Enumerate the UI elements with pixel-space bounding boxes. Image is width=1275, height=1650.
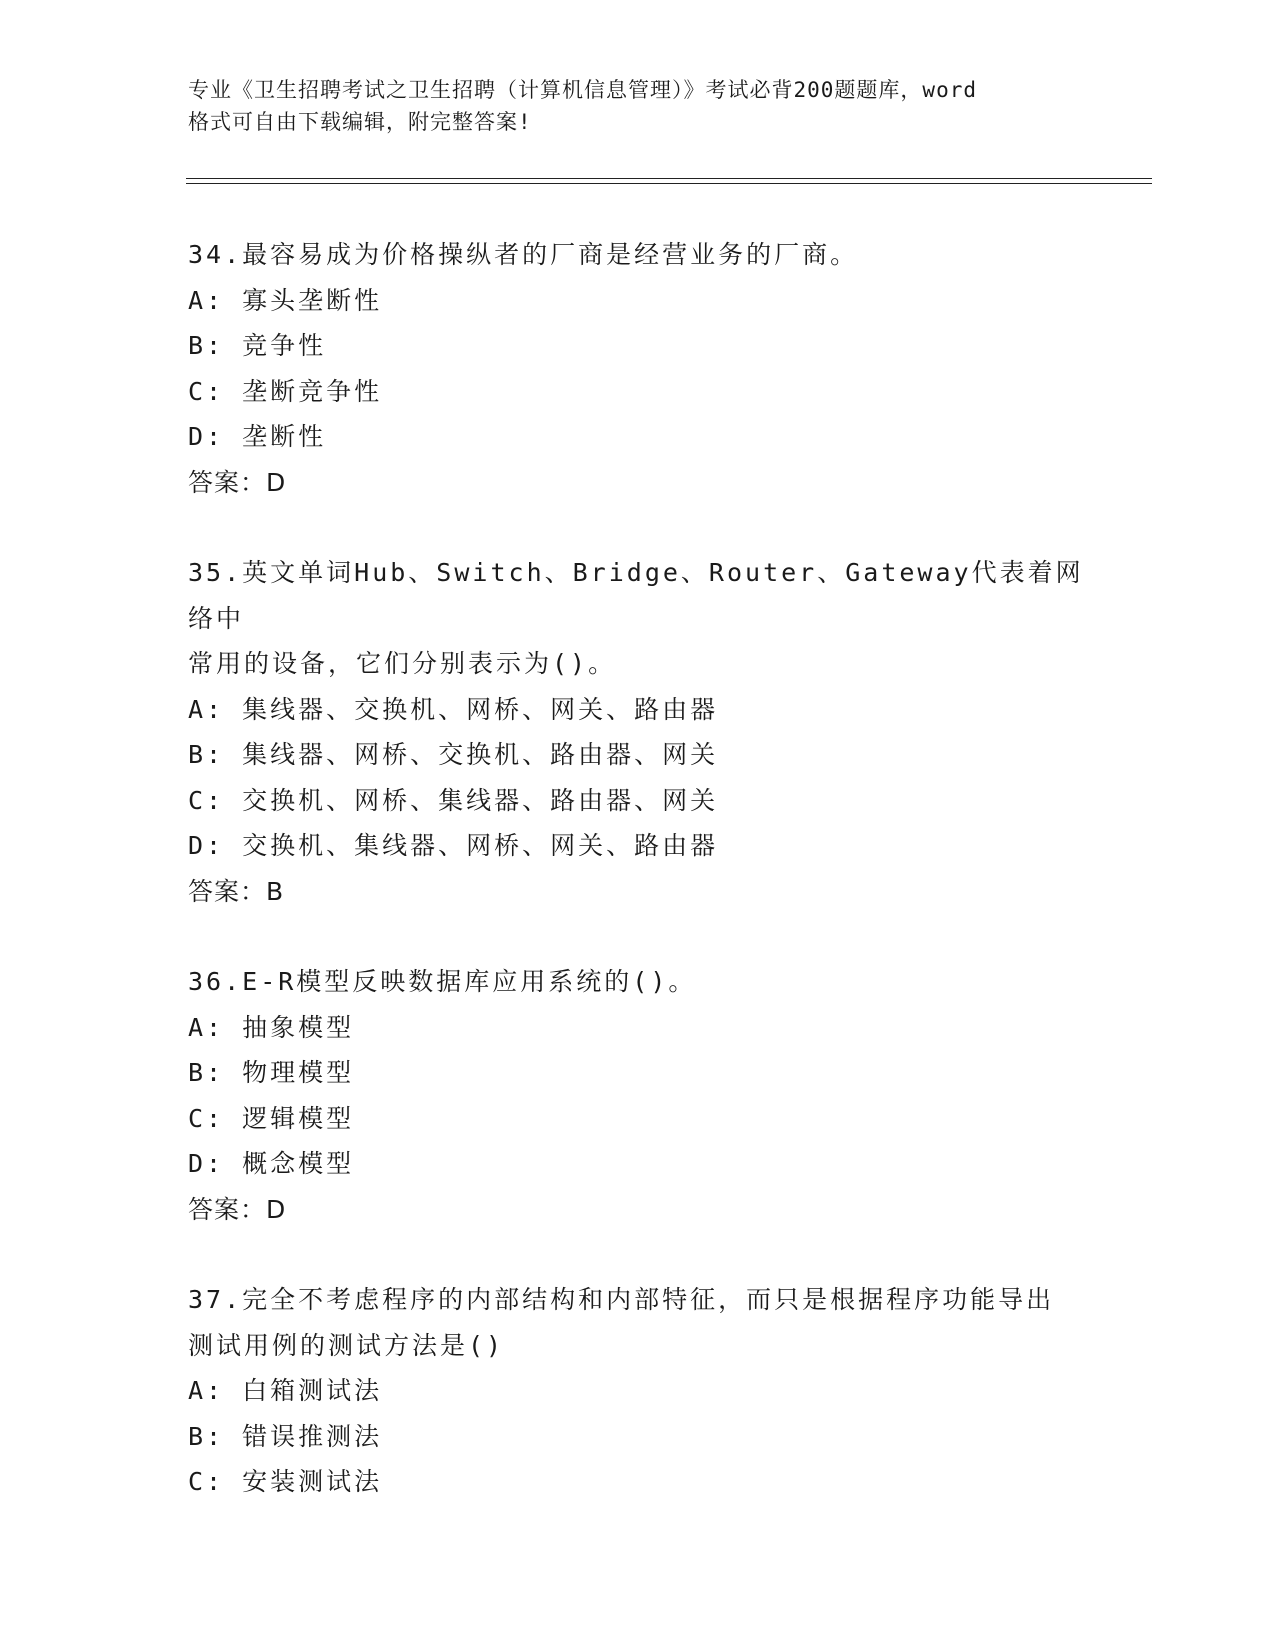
document-header bbox=[188, 74, 1088, 138]
question-stem: 37.完全不考虑程序的内部结构和内部特征，而只是根据程序功能导出 bbox=[188, 1285, 1055, 1314]
question-stem: 36.E-R模型反映数据库应用系统的()。 bbox=[188, 967, 697, 996]
option-c: C: 垄断竞争性 bbox=[188, 376, 383, 406]
option-d: D: 垄断性 bbox=[188, 422, 327, 451]
answer-line: 答案：D bbox=[188, 1194, 287, 1224]
option-d: D: 概念模型 bbox=[188, 1149, 355, 1178]
option-c: C: 安装测试法 bbox=[188, 1467, 383, 1496]
option-a: A: 寡头垄断性 bbox=[188, 285, 383, 315]
question-stem: 35.英文单词Hub、Switch、Bridge、Router、Gateway代表着网络中 bbox=[188, 558, 1084, 633]
option-a: A: 白箱测试法 bbox=[188, 1376, 383, 1405]
option-c: C: 交换机、网桥、集线器、路由器、网关 bbox=[188, 785, 719, 815]
question-stem-continued: 常用的设备，它们分别表示为()。 bbox=[188, 649, 617, 678]
answer-line: 答案：D bbox=[188, 467, 287, 497]
header-divider-bottom bbox=[186, 183, 1152, 184]
option-a: A: 抽象模型 bbox=[188, 1012, 355, 1042]
answer-line: 答案：B bbox=[188, 876, 285, 906]
header-divider-top bbox=[186, 178, 1152, 179]
question-34 bbox=[188, 232, 1088, 505]
question-37 bbox=[188, 1277, 1088, 1505]
question-35 bbox=[188, 550, 1088, 914]
option-b: B: 竞争性 bbox=[188, 331, 327, 360]
question-list bbox=[188, 232, 1088, 1550]
header-line-1: 专业《卫生招聘考试之卫生招聘（计算机信息管理）》考试必背200题题库，word bbox=[188, 78, 977, 102]
question-stem-continued: 测试用例的测试方法是() bbox=[188, 1330, 505, 1360]
option-b: B: 物理模型 bbox=[188, 1058, 355, 1087]
question-36 bbox=[188, 959, 1088, 1232]
option-a: A: 集线器、交换机、网桥、网关、路由器 bbox=[188, 694, 719, 724]
header-line-2: 格式可自由下载编辑，附完整答案! bbox=[188, 110, 532, 134]
option-c: C: 逻辑模型 bbox=[188, 1103, 355, 1133]
option-d: D: 交换机、集线器、网桥、网关、路由器 bbox=[188, 831, 719, 860]
option-b: B: 错误推测法 bbox=[188, 1421, 383, 1451]
option-b: B: 集线器、网桥、交换机、路由器、网关 bbox=[188, 740, 719, 769]
question-stem: 34.最容易成为价格操纵者的厂商是经营业务的厂商。 bbox=[188, 240, 859, 269]
